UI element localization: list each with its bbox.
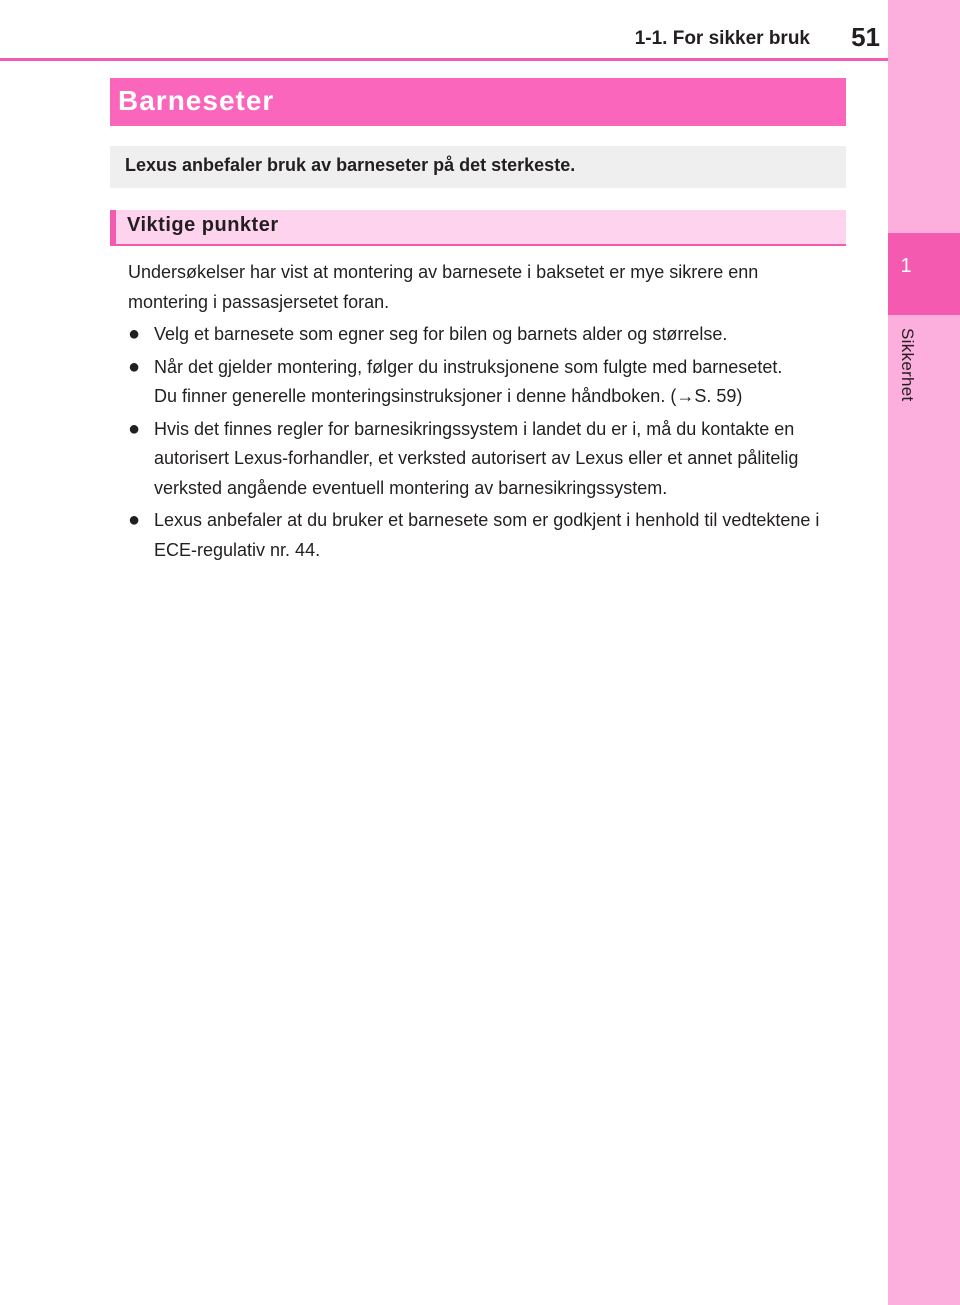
page-title-bar xyxy=(110,78,846,126)
page-title: Barneseter xyxy=(118,85,275,116)
list-item-text: Hvis det finnes regler for barnesikringssystem i landet du er i, må du kontakte en autorisert Lexus-forhandler, et verksted autorisert av Lexus eller et annet pålitelig verksted angående eventuell montering av barnesikringssystem. xyxy=(154,418,799,498)
bullet-icon: ● xyxy=(128,417,141,440)
list-item xyxy=(128,353,842,412)
subheading-accent xyxy=(110,210,116,246)
list-item-note: Du finner generelle monteringsinstruksjoner i denne håndboken. (→S. 59) xyxy=(154,386,743,406)
subheading-text: Viktige punkter xyxy=(127,214,279,236)
bullet-icon: ● xyxy=(128,323,141,345)
list-item-text: Velg et barnesete som egner seg for bilen og barnets alder og størrelse. xyxy=(154,324,728,344)
list-item xyxy=(128,506,842,565)
bullet-icon: ● xyxy=(128,509,141,531)
header-section-title: 1-1. For sikker bruk xyxy=(634,28,810,49)
bullet-icon: ● xyxy=(128,355,141,378)
list-item-text: Lexus anbefaler at du bruker et barnesete som er godkjent i henhold til vedtektene i ECE-regulativ nr. 44. xyxy=(154,510,820,560)
body-content xyxy=(128,258,842,568)
chapter-number: 1 xyxy=(900,255,912,277)
header-divider xyxy=(0,58,888,61)
page-number: 51 xyxy=(851,22,880,52)
chapter-label: Sikkerhet xyxy=(898,328,917,402)
intro-paragraph: Undersøkelser har vist at montering av barnesete i baksetet er mye sikrere enn montering i passasjersetet foran. xyxy=(128,262,759,312)
intro-text: Lexus anbefaler bruk av barneseter på det sterkeste. xyxy=(125,155,576,175)
intro-box xyxy=(110,146,846,188)
subheading-bar xyxy=(110,210,846,246)
chapter-side-tab xyxy=(888,0,960,1305)
list-item xyxy=(128,415,842,504)
list-item xyxy=(128,320,842,350)
list-item-text: Når det gjelder montering, følger du instruksjonene som fulgte med barnesetet. xyxy=(154,356,783,377)
